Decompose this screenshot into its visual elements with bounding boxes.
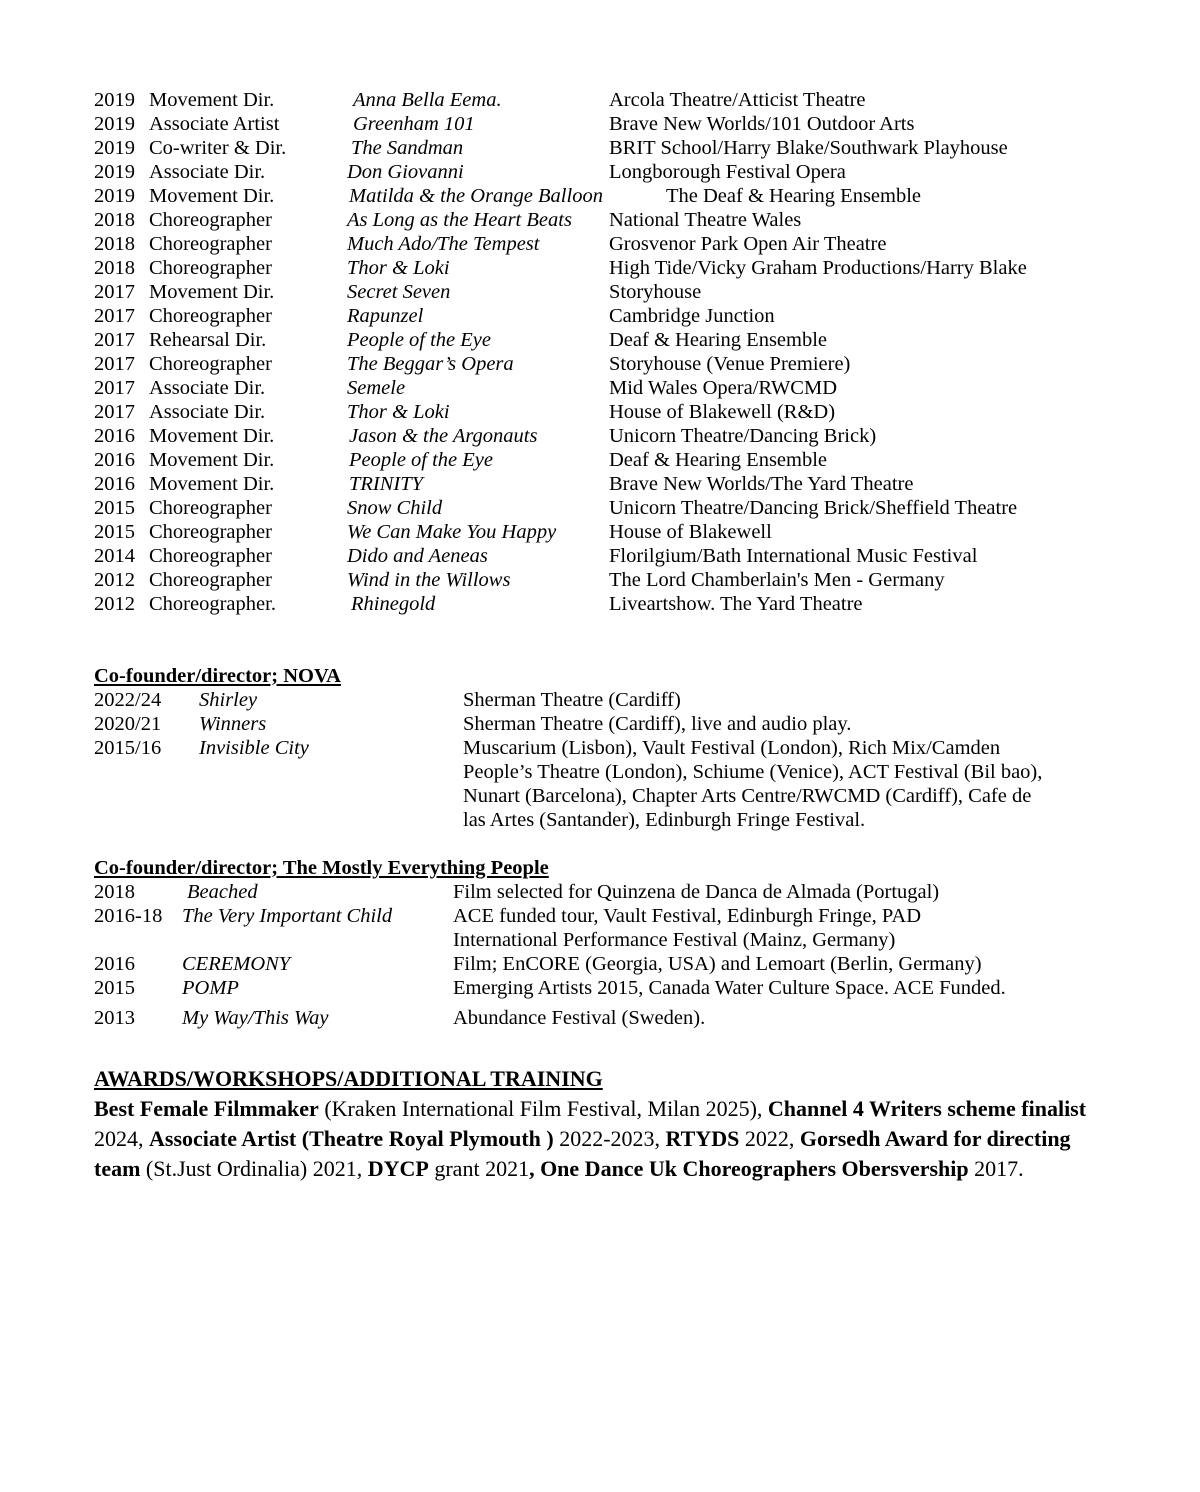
credit-title: Greenham 101 — [353, 113, 475, 135]
credit-venue: National Theatre Wales — [609, 209, 802, 231]
mep-row — [94, 1006, 1134, 1030]
credit-venue: Cambridge Junction — [609, 305, 775, 327]
credit-year: 2017 — [94, 401, 135, 423]
credit-row — [94, 136, 1134, 160]
nova-heading: Co-founder/director; NOVA — [94, 665, 341, 687]
credit-role: Choreographer. — [149, 593, 276, 615]
credit-role: Choreographer — [149, 353, 272, 375]
credit-year: 2015 — [94, 521, 135, 543]
award-associate-artist: Associate Artist (Theatre Royal Plymouth ) — [149, 1126, 554, 1151]
award-channel4: Channel 4 Writers scheme finalist — [767, 1096, 1087, 1121]
credit-row — [94, 232, 1134, 256]
mep-venue: Abundance Festival (Sweden). — [453, 1007, 706, 1029]
credit-year: 2016 — [94, 449, 135, 471]
credit-row — [94, 472, 1134, 496]
credit-title: As Long as the Heart Beats — [347, 209, 572, 231]
award-one-dance-uk: , One Dance Uk Choreographers Obersvership — [529, 1156, 969, 1181]
credit-venue: Grosvenor Park Open Air Theatre — [609, 233, 887, 255]
nova-row — [94, 736, 1134, 832]
credit-title: TRINITY — [349, 473, 424, 495]
award-detail: 2022-2023, — [553, 1126, 666, 1151]
credit-row — [94, 448, 1134, 472]
credit-venue: Unicorn Theatre/Dancing Brick/Sheffield Theatre — [609, 497, 1018, 519]
nova-venue: Sherman Theatre (Cardiff) — [463, 689, 681, 711]
credit-venue: Brave New Worlds/101 Outdoor Arts — [609, 113, 915, 135]
credit-row — [94, 352, 1134, 376]
award-detail: 2024, — [94, 1126, 149, 1151]
award-dycp: DYCP — [367, 1156, 429, 1181]
nova-year: 2022/24 — [94, 689, 162, 711]
mep-title: POMP — [182, 977, 239, 999]
credit-row — [94, 280, 1134, 304]
credit-venue: The Deaf & Hearing Ensemble — [666, 185, 922, 207]
credit-role: Co-writer & Dir. — [149, 137, 287, 159]
credit-row — [94, 568, 1134, 592]
nova-row — [94, 688, 1134, 712]
credit-title: Anna Bella Eema. — [353, 89, 502, 111]
mep-venue: Film; EnCORE (Georgia, USA) and Lemoart (Berlin, Germany) — [453, 953, 982, 975]
credit-title: Rapunzel — [347, 305, 424, 327]
credit-title: Rhinegold — [351, 593, 436, 615]
nova-year: 2015/16 — [94, 737, 162, 759]
credit-role: Associate Dir. — [149, 377, 266, 399]
credit-title: Matilda & the Orange Balloon — [349, 185, 603, 207]
credit-year: 2018 — [94, 209, 135, 231]
credits-list — [94, 88, 1134, 616]
credit-year: 2017 — [94, 281, 135, 303]
credit-venue: Storyhouse (Venue Premiere) — [609, 353, 851, 375]
credit-row — [94, 328, 1134, 352]
award-best-female-filmmaker: Best Female Filmmaker — [94, 1096, 319, 1121]
nova-title: Invisible City — [199, 737, 309, 759]
mep-venue: ACE funded tour, Vault Festival, Edinburgh Fringe, PAD International Performance Festival (Mainz, Germany) — [453, 905, 922, 951]
credit-row — [94, 88, 1134, 112]
mep-title: My Way/This Way — [182, 1007, 329, 1029]
credit-role: Associate Dir. — [149, 401, 266, 423]
credit-venue: BRIT School/Harry Blake/Southwark Playhouse — [609, 137, 1008, 159]
credit-venue: Brave New Worlds/The Yard Theatre — [609, 473, 914, 495]
credit-title: Thor & Loki — [347, 401, 450, 423]
mep-year: 2013 — [94, 1007, 135, 1029]
credit-venue: The Lord Chamberlain's Men - Germany — [609, 569, 945, 591]
credit-venue: Liveartshow. The Yard Theatre — [609, 593, 863, 615]
award-detail: 2022, — [739, 1126, 800, 1151]
credit-title: People of the Eye — [347, 329, 492, 351]
credit-role: Choreographer — [149, 569, 272, 591]
credit-venue: Florilgium/Bath International Music Festival — [609, 545, 978, 567]
credit-role: Rehearsal Dir. — [149, 329, 267, 351]
credit-role: Movement Dir. — [149, 89, 275, 111]
credit-row — [94, 160, 1134, 184]
award-detail: (Kraken International Film Festival, Milan 2025), — [318, 1096, 768, 1121]
mep-title: Beached — [187, 881, 258, 903]
credit-year: 2017 — [94, 353, 135, 375]
credit-role: Movement Dir. — [149, 473, 275, 495]
mep-row — [94, 880, 1134, 904]
credit-year: 2016 — [94, 425, 135, 447]
credit-venue: Unicorn Theatre/Dancing Brick) — [609, 425, 877, 447]
credit-venue: Arcola Theatre/Atticist Theatre — [609, 89, 866, 111]
mep-year: 2018 — [94, 881, 135, 903]
credit-row — [94, 184, 1134, 208]
credit-row — [94, 520, 1134, 544]
credit-year: 2018 — [94, 257, 135, 279]
credit-year: 2012 — [94, 569, 135, 591]
credit-year: 2017 — [94, 377, 135, 399]
credit-venue: House of Blakewell (R&D) — [609, 401, 836, 423]
nova-venue: Sherman Theatre (Cardiff), live and audio play. — [463, 713, 852, 735]
credit-title: Wind in the Willows — [347, 569, 511, 591]
credit-role: Movement Dir. — [149, 449, 275, 471]
credit-row — [94, 112, 1134, 136]
credit-row — [94, 496, 1134, 520]
mep-title: The Very Important Child — [182, 905, 393, 927]
credit-year: 2019 — [94, 89, 135, 111]
credit-role: Movement Dir. — [149, 425, 275, 447]
nova-section — [94, 688, 1134, 832]
credit-row — [94, 592, 1134, 616]
credit-role: Associate Artist — [149, 113, 280, 135]
credit-year: 2017 — [94, 329, 135, 351]
nova-venue: Muscarium (Lisbon), Vault Festival (London), Rich Mix/Camden People’s Theatre (London), Schiume (Venice), ACT Festival (Bil bao), Nunart (Barcelona), Chapter Arts Centre/RWCMD (Cardiff), Cafe de las Artes (Santander), Edinburgh Fringe Festival. — [463, 737, 1043, 831]
mep-title: CEREMONY — [182, 953, 291, 975]
nova-title: Winners — [199, 713, 267, 735]
credit-role: Choreographer — [149, 209, 272, 231]
credit-venue: Mid Wales Opera/RWCMD — [609, 377, 838, 399]
credit-year: 2016 — [94, 473, 135, 495]
credit-row — [94, 304, 1134, 328]
nova-row — [94, 712, 1134, 736]
credit-venue: Deaf & Hearing Ensemble — [609, 329, 828, 351]
credit-row — [94, 376, 1134, 400]
credit-venue: House of Blakewell — [609, 521, 772, 543]
credit-row — [94, 544, 1134, 568]
mep-year: 2016 — [94, 953, 135, 975]
credit-title: The Sandman — [351, 137, 464, 159]
award-gorsedh: Gorsedh Award for directing team — [94, 1126, 1071, 1181]
credit-title: Much Ado/The Tempest — [347, 233, 540, 255]
mep-venue: Film selected for Quinzena de Danca de Almada (Portugal) — [453, 881, 940, 903]
credit-title: Secret Seven — [347, 281, 451, 303]
credit-title: Semele — [347, 377, 406, 399]
credit-title: Don Giovanni — [347, 161, 464, 183]
credit-row — [94, 256, 1134, 280]
award-detail: 2017. — [968, 1156, 1024, 1181]
credit-row — [94, 208, 1134, 232]
credit-year: 2017 — [94, 305, 135, 327]
credit-venue: Storyhouse — [609, 281, 702, 303]
mep-row — [94, 904, 1134, 952]
mep-year: 2016-18 — [94, 905, 163, 927]
credit-year: 2019 — [94, 113, 135, 135]
credit-year: 2015 — [94, 497, 135, 519]
award-detail: (St.Just Ordinalia) 2021, — [140, 1156, 368, 1181]
credit-role: Associate Dir. — [149, 161, 266, 183]
mep-year: 2015 — [94, 977, 135, 999]
credit-title: Snow Child — [347, 497, 443, 519]
mep-venue: Emerging Artists 2015, Canada Water Culture Space. ACE Funded. — [453, 977, 1006, 999]
credit-role: Choreographer — [149, 545, 272, 567]
credit-title: People of the Eye — [349, 449, 494, 471]
award-detail: grant 2021 — [428, 1156, 530, 1181]
credit-title: Jason & the Argonauts — [349, 425, 538, 447]
award-rtyds: RTYDS — [665, 1126, 740, 1151]
credit-venue: Longborough Festival Opera — [609, 161, 846, 183]
credit-role: Movement Dir. — [149, 281, 275, 303]
awards-paragraph — [94, 1094, 1114, 1184]
credit-role: Choreographer — [149, 497, 272, 519]
nova-title: Shirley — [199, 689, 258, 711]
credit-venue: Deaf & Hearing Ensemble — [609, 449, 828, 471]
credit-year: 2019 — [94, 137, 135, 159]
credit-year: 2019 — [94, 161, 135, 183]
credit-title: The Beggar’s Opera — [347, 353, 514, 375]
credit-year: 2014 — [94, 545, 135, 567]
credit-year: 2012 — [94, 593, 135, 615]
credit-title: Dido and Aeneas — [347, 545, 488, 567]
credit-title: We Can Make You Happy — [347, 521, 557, 543]
credit-title: Thor & Loki — [347, 257, 450, 279]
awards-heading: AWARDS/WORKSHOPS/ADDITIONAL TRAINING — [94, 1066, 603, 1091]
credit-role: Choreographer — [149, 305, 272, 327]
nova-year: 2020/21 — [94, 713, 162, 735]
credit-role: Choreographer — [149, 521, 272, 543]
credit-row — [94, 424, 1134, 448]
credit-year: 2019 — [94, 185, 135, 207]
credit-role: Movement Dir. — [149, 185, 275, 207]
credit-venue: High Tide/Vicky Graham Productions/Harry Blake — [609, 257, 1027, 279]
mep-section — [94, 880, 1134, 1030]
mep-heading: Co-founder/director; The Mostly Everything People — [94, 857, 549, 879]
mep-row — [94, 976, 1134, 1000]
credit-role: Choreographer — [149, 257, 272, 279]
mep-row — [94, 952, 1134, 976]
credit-year: 2018 — [94, 233, 135, 255]
credit-row — [94, 400, 1134, 424]
credit-role: Choreographer — [149, 233, 272, 255]
